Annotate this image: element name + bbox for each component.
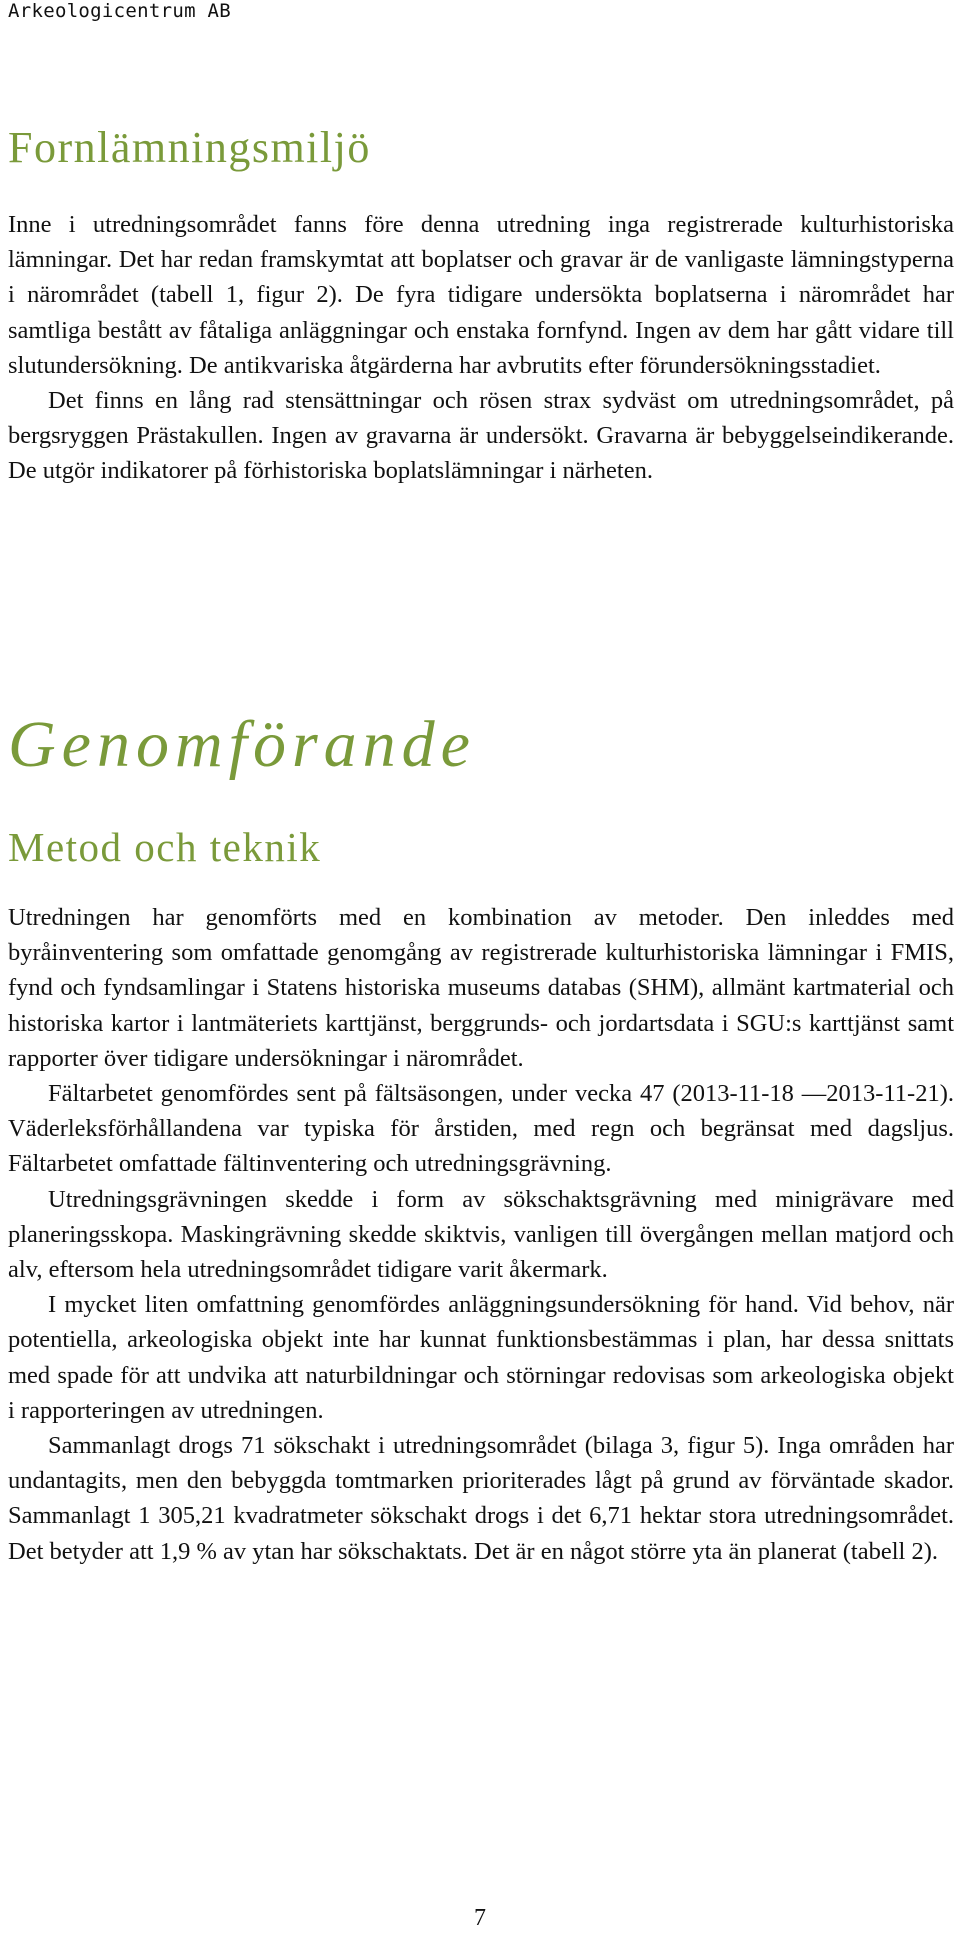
- section-heading-metod-och-teknik: Metod och teknik: [8, 824, 322, 870]
- chapter-heading-genomforande: Genomförande: [8, 708, 476, 781]
- section-fornlamningsmiljo-text: [8, 207, 954, 489]
- paragraph: Utredningsgrävningen skedde i form av sökschaktsgrävning med minigrävare med planeringsskopa. Maskingrävning skedde skiktvis, vanligen till övergången mellan matjord och alv, eftersom hela utredningsområdet tidigare varit åkermark.: [8, 1185, 954, 1284]
- paragraph: Fältarbetet genomfördes sent på fältsäsongen, under vecka 47 (2013-11-18 —2013-11-21). Väderleksförhållandena var typiska för årstiden, med regn och begränsat med dagsljus. Fältarbetet omfattade fältinventering och utredningsgrävning.: [8, 1080, 954, 1178]
- page-number: 7: [474, 1905, 486, 1931]
- section-metod-text: [8, 900, 954, 1569]
- paragraph: Sammanlagt drogs 71 sökschakt i utredningsområdet (bilaga 3, figur 5). Inga områden har undantagits, men den bebyggda tomtmarken prioriterades lågt på grund av förväntade skador. Sammanlagt 1 305,21 kvadratmeter sökschakt drogs i det 6,71 hektar stora utredningsområdet. Det betyder att 1,9 % av ytan har sökschaktats. Det är en något större yta än planerat (tabell 2).: [8, 1432, 954, 1565]
- paragraph: Inne i utredningsområdet fanns före denna utredning inga registrerade kulturhistoriska lämningar. Det har redan framskymtat att boplatser och gravar är de vanligaste lämningstyperna i närområdet (tabell 1, figur 2). De fyra tidigare undersökta boplatserna i närområdet har samtliga bestått av fåtaliga anläggningar och enstaka fornfynd. Ingen av dem har gått vidare till slutundersökning. De antikvariska åtgärderna har avbrutits efter förundersökningsstadiet.: [8, 211, 954, 379]
- paragraph: Det finns en lång rad stensättningar och rösen strax sydväst om utredningsområdet, på bergsryggen Prästakullen. Ingen av gravarna är undersökt. Gravarna är bebyggelseindikerande. De utgör indikatorer på förhistoriska boplatslämningar i närheten.: [8, 387, 954, 485]
- paragraph: I mycket liten omfattning genomfördes anläggningsundersökning för hand. Vid behov, när potentiella, arkeologiska objekt inte har kunnat funktionsbestämmas i plan, har dessa snittats med spade för att undvika att naturbildningar och störningar redovisas som arkeologiska objekt i rapporteringen av utredningen.: [8, 1291, 954, 1424]
- section-heading-fornlamningsmiljo: Fornlämningsmiljö: [8, 123, 371, 172]
- page-header: Arkeologicentrum AB: [8, 0, 232, 22]
- paragraph: Utredningen har genomförts med en kombination av metoder. Den inleddes med byråinventering som omfattade genomgång av registrerade kulturhistoriska lämningar i FMIS, fynd och fyndsamlingar i Statens historiska museums databas (SHM), allmänt kartmaterial och historiska kartor i lantmäteriets karttjänst, berggrunds- och jordartsdata i SGU:s karttjänst samt rapporter över tidigare undersökningar i närområdet.: [8, 904, 954, 1072]
